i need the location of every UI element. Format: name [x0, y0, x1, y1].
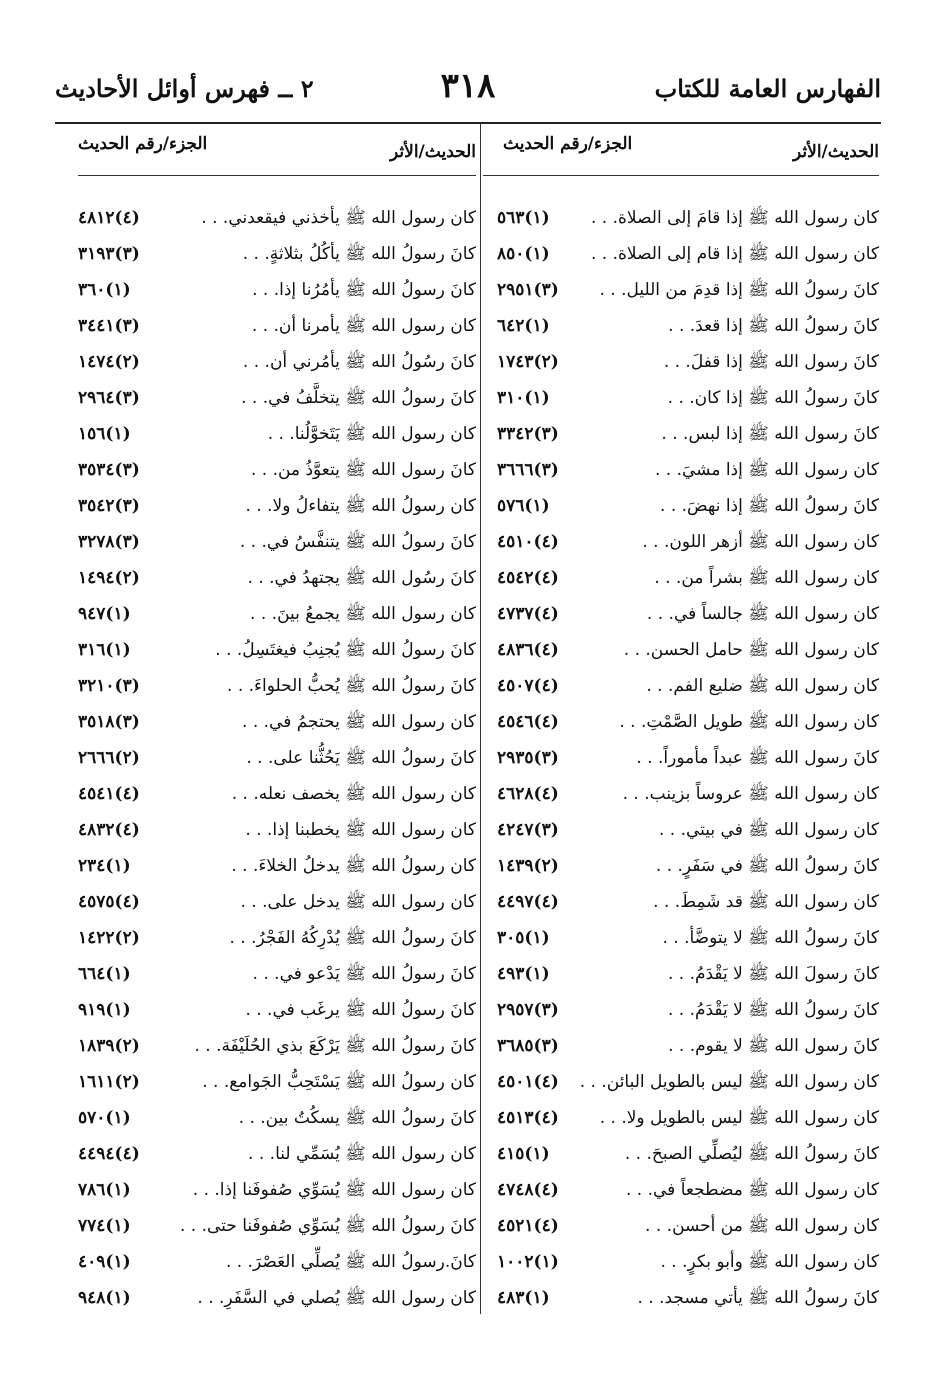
hadith-opening-text: كان رسول الله ﷺ جالساً في. . . [646, 604, 879, 624]
hadith-opening-text: كانَ.رسولُ الله ﷺ يُصلِّي العَصْرَ. . . [225, 1252, 476, 1272]
column-divider [480, 124, 481, 1314]
volume-hadith-number: (١)٦٦٤ [78, 964, 131, 984]
index-entry [483, 488, 879, 524]
index-entry [483, 560, 879, 596]
hadith-opening-text: كان رسول الله ﷺ بشراً من. . . [654, 568, 879, 588]
volume-hadith-number: (٤)٤٧٣٧ [497, 604, 559, 624]
volume-hadith-number: (٤)٤٥٤١ [78, 784, 140, 804]
volume-hadith-number: (١)٢٣٤ [78, 856, 131, 876]
hadith-opening-text: كان رسولُ الله ﷺ يَسْتَحِبُّ الجَوامع. . . [202, 1072, 476, 1092]
hadith-opening-text: كان رسول الله ﷺ إذا قام إلى الصلاة. . . [591, 244, 879, 264]
left-column-entries [78, 200, 476, 1316]
index-entry [483, 812, 879, 848]
index-entry [78, 1208, 476, 1244]
volume-hadith-number: (١)٤٨٣ [497, 1288, 550, 1308]
hadith-opening-text: كانَ رسولُ الله ﷺ يَرْكَعَ بذي الحُلَيْفَة. . . [194, 1036, 476, 1056]
volume-hadith-number: (٣)٣٦٦٦ [497, 460, 559, 480]
volume-hadith-number: (٤)٤٥٢١ [497, 1216, 559, 1236]
hadith-opening-text: كان رسول الله ﷺ يأمرنا أن. . . [251, 316, 476, 336]
volume-hadith-number: (١)٧٨٦ [78, 1180, 131, 1200]
hadith-opening-text: كانَ رسولُ الله ﷺ إذا قعدَ. . . [668, 316, 879, 336]
hadith-opening-text: كانَ رسولُ الله ﷺ يُدْرِكُهُ الفَجْرُ. . . [229, 928, 476, 948]
volume-hadith-number: (٣)٣٢١٠ [78, 676, 140, 696]
index-entry [78, 992, 476, 1028]
volume-hadith-number: (٣)٤٢٤٧ [497, 820, 559, 840]
hadith-opening-text: كان رسول الله ﷺ وأبو بكرٍ. . . [660, 1252, 879, 1272]
index-entry [78, 524, 476, 560]
right-column-header [483, 124, 879, 174]
index-entry [78, 956, 476, 992]
index-entry [78, 1172, 476, 1208]
volume-hadith-number: (١)٥٧٦ [497, 496, 550, 516]
hadith-opening-text: كانَ رسولُ الله ﷺ يَدْعو في. . . [252, 964, 476, 984]
index-entry [483, 992, 879, 1028]
index-entry [78, 920, 476, 956]
index-entry [483, 236, 879, 272]
index-entry [483, 956, 879, 992]
hadith-opening-text: كان رسول الله ﷺ في بيتي. . . [658, 820, 879, 840]
index-entry [78, 236, 476, 272]
index-entry [78, 344, 476, 380]
index-entry [78, 560, 476, 596]
index-entry [483, 776, 879, 812]
volume-hadith-number: (١)٨٥٠ [497, 244, 550, 264]
index-entry [483, 596, 879, 632]
volume-hadith-number: (٣)٣١٩٣ [78, 244, 140, 264]
hadith-opening-text: كانَ رسولُ الله ﷺ ليُصلِّي الصبحَ. . . [624, 1144, 879, 1164]
index-entry [483, 380, 879, 416]
hadith-opening-text: كان رسول الله ﷺ أزهر اللون. . . [642, 532, 879, 552]
volume-hadith-number: (٤)٤٨٣٦ [497, 640, 559, 660]
hadith-opening-text: كان رسول الله ﷺ يجمعُ بينَ. . . [250, 604, 476, 624]
index-entry [78, 308, 476, 344]
volume-hadith-number: (٣)٣٥١٨ [78, 712, 140, 732]
left-column [78, 124, 476, 1316]
hadith-opening-text: كان رسول الله ﷺ طويل الصَّمْتِ. . . [619, 712, 879, 732]
volume-hadith-number: (١)٤٩٣ [497, 964, 550, 984]
index-entry [78, 200, 476, 236]
volume-hadith-number: (٣)٣٤٤١ [78, 316, 140, 336]
volume-hadith-number: (٤)٤٥٤٢ [497, 568, 559, 588]
volume-hadith-number: (١)٥٧٠ [78, 1108, 131, 1128]
volume-hadith-number: (١)٣١٠ [497, 388, 550, 408]
hadith-opening-text: كانَ رسولُ الله ﷺ يَحُثُّنا على. . . [246, 748, 476, 768]
volume-hadith-number: (١)٣٠٥ [497, 928, 550, 948]
volume-hadith-number: (٢)١٨٣٩ [78, 1036, 140, 1056]
index-entry [78, 1244, 476, 1280]
index-entry [483, 416, 879, 452]
hadith-opening-text: كانَ رسول الله ﷺ عبداً مأموراً. . . [636, 748, 879, 768]
index-entry [78, 1136, 476, 1172]
volume-hadith-number: (٢)١٤٣٩ [497, 856, 559, 876]
index-entry [78, 632, 476, 668]
index-entry [78, 380, 476, 416]
volume-hadith-number: (٤)٤٤٩٤ [78, 1144, 140, 1164]
index-entry [78, 1280, 476, 1316]
book-index-title: الفهارس العامة للكتاب [654, 74, 881, 103]
volume-hadith-number: (٤)٤٧٤٨ [497, 1180, 559, 1200]
index-entry [78, 488, 476, 524]
volume-hadith-number: (٢)١٤٩٤ [78, 568, 140, 588]
volume-hadith-number: (١)٧٧٤ [78, 1216, 131, 1236]
volume-hadith-number: (٣)٣٣٤٢ [497, 424, 559, 444]
hadith-opening-text: كانَ رسُول الله ﷺ يجتهدُ في. . . [247, 568, 476, 588]
index-entry [78, 416, 476, 452]
left-column-header [78, 124, 476, 174]
volume-hadith-number: (٣)٢٩٥١ [497, 280, 559, 300]
volume-hadith-number: (٢)١٦١١ [78, 1072, 140, 1092]
volume-hadith-number: (٤)٤٦٢٨ [497, 784, 559, 804]
volume-hadith-number: (١)٤٠٩ [78, 1252, 131, 1272]
volume-hadith-number: (١)٦٤٢ [497, 316, 550, 336]
index-entry [483, 740, 879, 776]
hadith-opening-text: كانَ رسولُ الله ﷺ يتنفَّسُ في. . . [239, 532, 476, 552]
reference-column-header: الجزء/رقم الحديث [503, 134, 633, 154]
index-entry [483, 200, 879, 236]
hadith-opening-text: كان رسول الله ﷺ يُصلي في السَّفَرِ. . . [197, 1288, 476, 1308]
hadith-opening-text: كان رسول الله ﷺ إذا قامَ إلى الصلاة. . . [591, 208, 879, 228]
index-entry [78, 272, 476, 308]
hadith-opening-text: كان رسولُ الله ﷺ يدخلُ الخلاءَ. . . [231, 856, 476, 876]
hadith-opening-text: كان رسول الله ﷺ يحتجمُ في. . . [242, 712, 476, 732]
volume-hadith-number: (٤)٤٤٩٧ [497, 892, 559, 912]
volume-hadith-number: (١)٣١٦ [78, 640, 131, 660]
volume-hadith-number: (١)٩٤٨ [78, 1288, 131, 1308]
hadith-opening-text: كان رسول الله ﷺ إذا مشيَ. . . [654, 460, 879, 480]
index-entry [78, 452, 476, 488]
index-entry [78, 740, 476, 776]
index-entry [483, 1100, 879, 1136]
volume-hadith-number: (٣)٣٦٨٥ [497, 1036, 559, 1056]
volume-hadith-number: (١)٤١٥ [497, 1144, 550, 1164]
hadith-opening-text: كانَ رسولُ الله ﷺ يأتي مسجد. . . [637, 1288, 879, 1308]
index-entry [78, 668, 476, 704]
index-entry [78, 1100, 476, 1136]
hadith-opening-text: كان رسول الله ﷺ حامل الحسن. . . [623, 640, 879, 660]
hadith-opening-text: كانَ رسولُ الله ﷺ يُحبُّ الحلواءَ. . . [227, 676, 476, 696]
volume-hadith-number: (١)٩٤٧ [78, 604, 131, 624]
index-entry [78, 776, 476, 812]
volume-hadith-number: (٤)٤٥٠١ [497, 1072, 559, 1092]
index-entry [78, 704, 476, 740]
volume-hadith-number: (١)٣٦٠ [78, 280, 131, 300]
right-column [483, 124, 879, 1316]
volume-hadith-number: (٣)٣٥٣٤ [78, 460, 140, 480]
index-entry [483, 1244, 879, 1280]
volume-hadith-number: (١)٥٦٣ [497, 208, 550, 228]
volume-hadith-number: (٣)٢٩٦٤ [78, 388, 140, 408]
hadith-opening-text: كانَ رسولُ الله ﷺ إذا كان. . . [667, 388, 879, 408]
hadith-opening-text: كانَ رسولُ الله ﷺ لا يتوضَّأ. . . [662, 928, 879, 948]
hadith-opening-text: كان رسول الله ﷺ يَتَخوَّلُنا. . . [267, 424, 476, 444]
volume-hadith-number: (٢)١٤٢٢ [78, 928, 140, 948]
index-entry [78, 1064, 476, 1100]
hadith-opening-text: كان رسول الله ﷺ عروساً بزينب. . . [622, 784, 879, 804]
volume-hadith-number: (٤)٤٥٧٥ [78, 892, 140, 912]
index-entry [483, 308, 879, 344]
index-entry [483, 632, 879, 668]
volume-hadith-number: (١)١٥٦ [78, 424, 131, 444]
volume-hadith-number: (٣)٢٩٥٧ [497, 1000, 559, 1020]
page-header [55, 66, 881, 118]
hadith-opening-text: كان رسولُ الله ﷺ يتفاءلُ ولا. . . [245, 496, 476, 516]
hadith-opening-text: كان رسول الله ﷺ قد شَمِطَ. . . [653, 892, 879, 912]
hadith-opening-text: كان رسول الله ﷺ يدخل على. . . [240, 892, 476, 912]
index-entry [78, 848, 476, 884]
index-entry [78, 596, 476, 632]
volume-hadith-number: (٣)٣٢٧٨ [78, 532, 140, 552]
index-entry [483, 1208, 879, 1244]
index-entry [483, 1028, 879, 1064]
hadith-opening-text: كانَ رسول الله ﷺ إذا لبس. . . [661, 424, 879, 444]
hadith-opening-text: كانَ رسولُ الله ﷺ إذا قدِمَ من الليل. . . [599, 280, 879, 300]
index-entry [483, 848, 879, 884]
index-entry [483, 1064, 879, 1100]
volume-hadith-number: (٤)٤٥٠٧ [497, 676, 559, 696]
index-entry [483, 668, 879, 704]
index-entry [483, 920, 879, 956]
hadith-opening-text: كان رسول الله ﷺ يأخذني فيقعدني. . . [201, 208, 476, 228]
index-entry [483, 344, 879, 380]
index-entry [78, 812, 476, 848]
volume-hadith-number: (٤)٤٥١٣ [497, 1108, 559, 1128]
index-entry [483, 1136, 879, 1172]
hadith-opening-text: كان رسول الله ﷺ مضطجعاً في. . . [625, 1180, 879, 1200]
hadith-opening-text: كانَ رسولُ الله ﷺ في سَفَرٍ. . . [655, 856, 879, 876]
hadith-opening-text: كان رسول الله ﷺ ليس بالطويل البائن. . . [579, 1072, 879, 1092]
hadith-opening-text: كانَ رسولُ الله ﷺ يسكُتُ بين. . . [238, 1108, 476, 1128]
hadith-opening-text: كانَ رسولُ الله ﷺ يتخلَّفُ في. . . [241, 388, 476, 408]
index-entry [483, 272, 879, 308]
hadith-opening-text: كان رسول الله ﷺ يخطبنا إذا. . . [245, 820, 476, 840]
index-entry [483, 704, 879, 740]
volume-hadith-number: (٤)٤٥٤٦ [497, 712, 559, 732]
right-column-entries [483, 200, 879, 1316]
volume-hadith-number: (٢)٢٦٦٦ [78, 748, 140, 768]
volume-hadith-number: (٤)٤٨١٢ [78, 208, 140, 228]
index-entry [483, 1280, 879, 1316]
volume-hadith-number: (٢)١٧٤٣ [497, 352, 559, 372]
index-entry [483, 884, 879, 920]
hadith-column-header: الحديث/الأثر [390, 142, 476, 162]
hadith-opening-text: كانَ رسولُ الله ﷺ إذا نهضَ. . . [660, 496, 879, 516]
hadith-opening-text: كان رسول الله ﷺ يُسَمِّي لنا. . . [248, 1144, 476, 1164]
hadith-opening-text: كان رسول الله ﷺ يخصف نعله. . . [231, 784, 476, 804]
volume-hadith-number: (٤)٤٨٣٢ [78, 820, 140, 840]
volume-hadith-number: (١)١٠٠٢ [497, 1252, 559, 1272]
hadith-opening-text: كانَ رسولُ الله ﷺ يُجنِبُ فيغتَسِلُ. . . [215, 640, 476, 660]
hadith-opening-text: كانَ رسول الله ﷺ إذا قفلَ. . . [663, 352, 879, 372]
index-entry [483, 524, 879, 560]
volume-hadith-number: (١)٩١٩ [78, 1000, 131, 1020]
volume-hadith-number: (٣)٢٩٣٥ [497, 748, 559, 768]
hadith-opening-text: كانَ رسولُ الله ﷺ يأمُرُنا إذا. . . [252, 280, 476, 300]
hadith-opening-text: كانَ رسول الله ﷺ لا يقوم. . . [668, 1036, 879, 1056]
volume-hadith-number: (٣)٣٥٤٢ [78, 496, 140, 516]
page-number: ٣١٨ [440, 66, 496, 106]
hadith-opening-text: كان رسول الله ﷺ من أحسن. . . [645, 1216, 879, 1236]
hadith-opening-text: كانَ رسولُ الله ﷺ يُسَوِّي صُفوفَنا حتى. . . [179, 1216, 476, 1236]
volume-hadith-number: (٤)٤٥١٠ [497, 532, 559, 552]
index-section-title: ٢ ــ فهرس أوائل الأحاديث [55, 74, 314, 103]
hadith-opening-text: كان رسول الله ﷺ ضليع الفم. . . [646, 676, 879, 696]
hadith-opening-text: كانَ رسولَ الله ﷺ لا يَقْدَمُ. . . [667, 964, 879, 984]
hadith-opening-text: كانَ رسولُ الله ﷺ يأكُلُ بثلاثةٍ. . . [242, 244, 476, 264]
volume-hadith-number: (٢)١٤٧٤ [78, 352, 140, 372]
hadith-opening-text: كان رسول الله ﷺ يُسَوِّي صُفوفَنا إذا. . . [192, 1180, 476, 1200]
hadith-opening-text: كانَ رسول الله ﷺ يتعوَّذُ من. . . [250, 460, 476, 480]
hadith-opening-text: كانَ رسولُ الله ﷺ يرغَب في. . . [245, 1000, 476, 1020]
hadith-opening-text: كانَ رسولُ الله ﷺ لا يَقْدَمُ. . . [667, 1000, 879, 1020]
index-entry [483, 452, 879, 488]
hadith-opening-text: كان رسول الله ﷺ ليس بالطويل ولا. . . [599, 1108, 879, 1128]
reference-column-header: الجزء/رقم الحديث [78, 134, 208, 154]
index-entry [78, 884, 476, 920]
index-entry [78, 1028, 476, 1064]
index-entry [483, 1172, 879, 1208]
hadith-opening-text: كانَ رسُولُ الله ﷺ يأمُرني أن. . . [242, 352, 476, 372]
hadith-column-header: الحديث/الأثر [793, 142, 879, 162]
